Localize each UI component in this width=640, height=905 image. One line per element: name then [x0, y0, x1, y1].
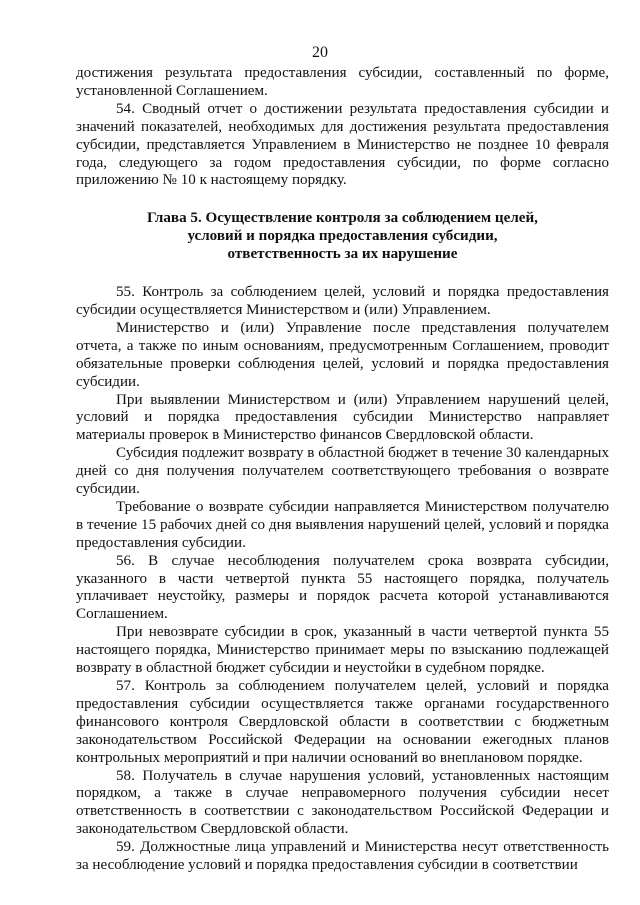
paragraph-55-part-5: Требование о возврате субсидии направляется Министерством получателю в течение 15 рабочих дней со дня выявления нарушений целей, условий и порядка предоставления субсидии.: [76, 498, 609, 551]
paragraph-55-part-4: Субсидия подлежит возврату в областной бюджет в течение 30 календарных дней со дня получения получателем соответствующего требования о возврате субсидии.: [76, 445, 609, 498]
paragraph-56: 56. В случае несоблюдения получателем срока возврата субсидии, указанного в части четвертой пункта 55 настоящего порядка, получатель уплачивает неустойку, размеры и порядок расчета которой устанавливаются Соглашением.: [76, 552, 609, 623]
paragraph-continuation: достижения результата предоставления субсидии, составленный по форме, установленной Соглашением.: [76, 65, 609, 99]
paragraph-55-part-3: При выявлении Министерством и (или) Управлением нарушений целей, условий и порядка предоставления субсидии Министерство направляет материалы проверок в Министерство финансов Свердловской области.: [76, 391, 609, 444]
document-body: [76, 65, 609, 875]
chapter-heading-line: условий и порядка предоставления субсидии,: [187, 228, 498, 245]
paragraph-59: 59. Должностные лица управлений и Министерства несут ответственность за несоблюдение условий и порядка предоставления субсидии в соответствии: [76, 839, 609, 874]
paragraph-55-part-2: Министерство и (или) Управление после представления получателем отчета, а также по иным основаниям, предусмотренным Соглашением, проводит обязательные проверки соблюдения целей, условий и порядка предоставления субсидии.: [76, 319, 609, 390]
paragraph-57: 57. Контроль за соблюдением получателем целей, условий и порядка предоставления субсидии осуществляется также органами государственного финансового контроля Свердловской области в соответствии с бюджетным законодательством Российской Федерации на основании ежегодных планов контрольных мероприятий и при наличии оснований во внеплановом порядке.: [76, 678, 609, 766]
paragraph-58: 58. Получатель в случае нарушения условий, установленных настоящим порядком, а также в случае неправомерного получения субсидии несет ответственность в соответствии с законодательством Российской Федерации и законодательством Свердловской области.: [76, 767, 609, 838]
chapter-heading: [76, 210, 609, 264]
paragraph-54: 54. Сводный отчет о достижении результата предоставления субсидии и значений показателей, необходимых для достижения результата предоставления субсидии, представляется Управлением в Министерство не позднее 10 февраля года, следующего за годом предоставления субсидии, по форме согласно приложению № 10 к настоящему порядку.: [76, 100, 609, 189]
page-number: 20: [312, 44, 328, 61]
chapter-heading-line: ответственность за их нарушение: [227, 246, 458, 263]
paragraph-55: 55. Контроль за соблюдением целей, условий и порядка предоставления субсидии осуществляется Министерством и (или) Управлением.: [76, 284, 609, 318]
paragraph-56-part-2: При невозврате субсидии в срок, указанный в части четвертой пункта 55 настоящего порядка, Министерство принимает меры по взысканию подлежащей возврату в областной бюджет субсидии и неустойки в судебном порядке.: [76, 624, 609, 677]
chapter-heading-line: Глава 5. Осуществление контроля за соблюдением целей,: [147, 210, 538, 227]
